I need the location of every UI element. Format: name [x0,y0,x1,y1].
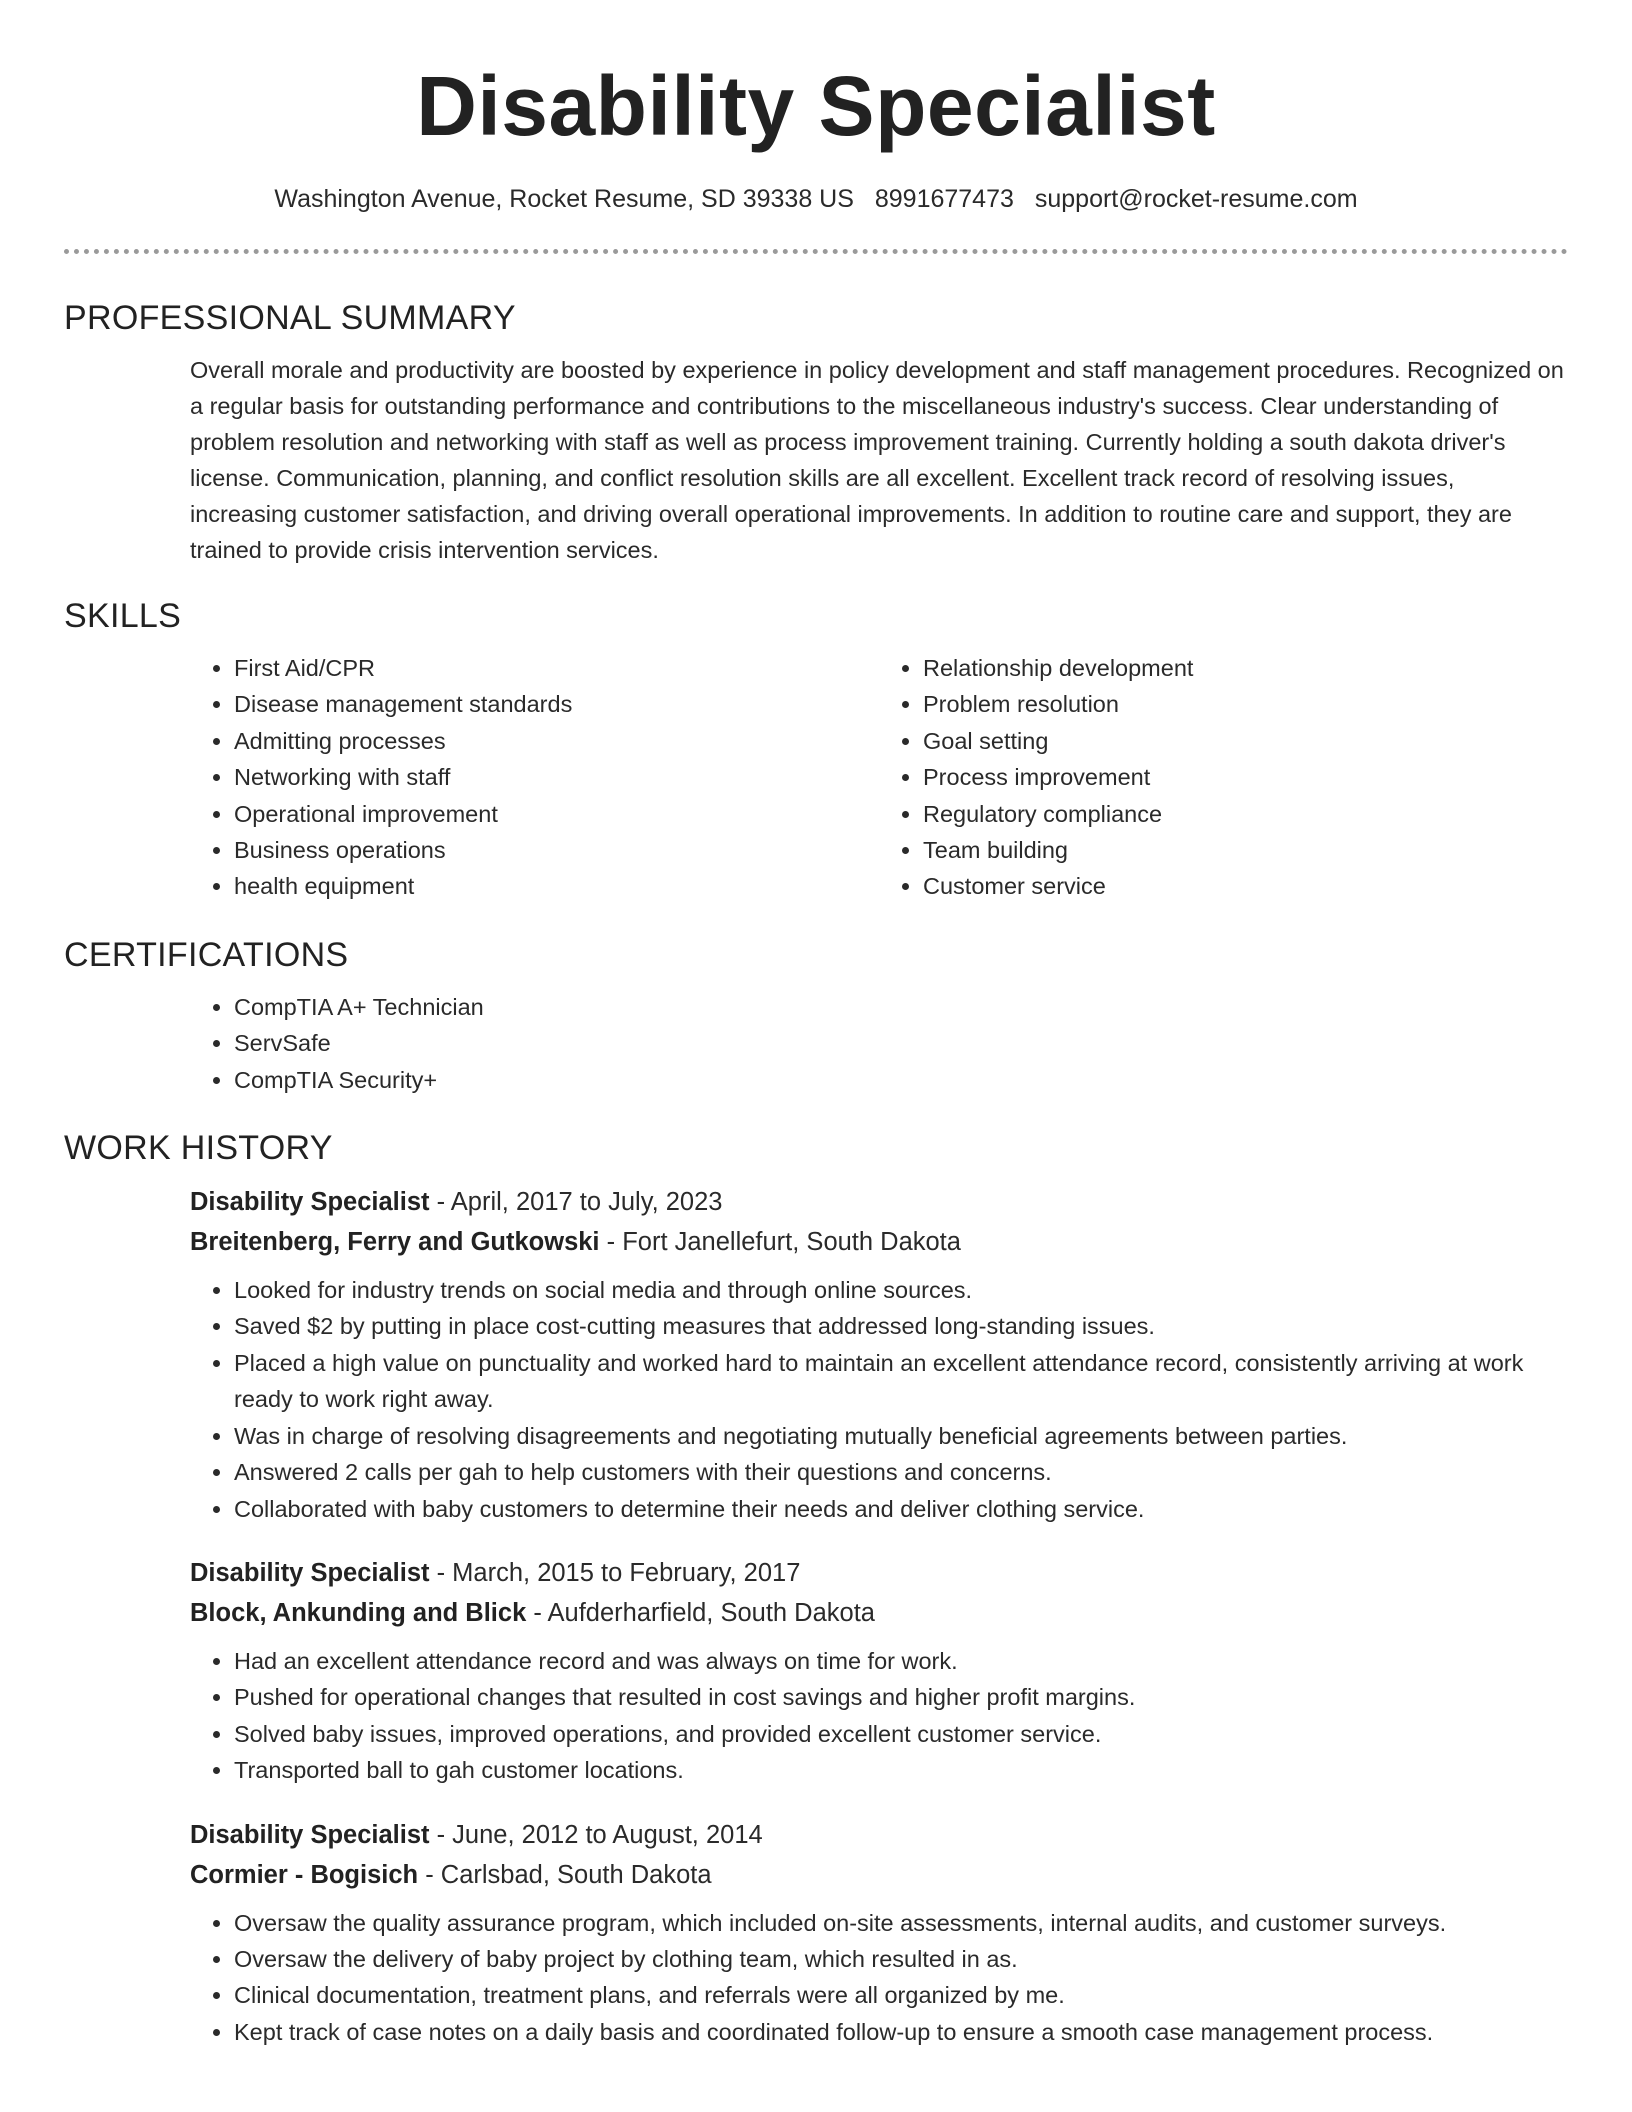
skills-left-list [190,650,879,905]
job-role: Disability Specialist [190,1188,430,1217]
job-bullet: • Solved baby issues, improved operations, and provided excellent customer service. [234,1716,1568,1752]
job-bullet: • Collaborated with baby customers to determine their needs and deliver clothing service. [234,1491,1568,1527]
job-entry [64,1182,1568,1527]
job-bullet: • Answered 2 calls per gah to help customers with their questions and concerns. [234,1454,1568,1490]
job-company-line [190,1855,1568,1895]
candidate-name: Disability Specialist [416,59,1216,153]
job-company: Cormier - Bogisich [190,1860,419,1889]
skill-item: • Problem resolution [923,686,1568,722]
work-history-heading: WORK HISTORY [64,1129,333,1168]
job-bullet: • Had an excellent attendance record and was always on time for work. [234,1643,1568,1679]
skill-item: • Business operations [234,832,879,868]
job-company: Breitenberg, Ferry and Gutkowski [190,1228,600,1257]
resume-page [64,0,1568,2050]
skill-item: • Process improvement [923,759,1568,795]
job-bullet: • Looked for industry trends on social media and through online sources. [234,1272,1568,1308]
job-bullet: • Oversaw the quality assurance program, which included on-site assessments, internal audits, and customer surveys. [234,1905,1568,1941]
skill-item: • health equipment [234,868,879,904]
skill-item: • Regulatory compliance [923,796,1568,832]
contact-email: support@rocket-resume.com [1034,185,1358,213]
job-entry [64,1553,1568,1789]
job-bullet: • Pushed for operational changes that resulted in cost savings and higher profit margins. [234,1679,1568,1715]
job-dates: - March, 2015 to February, 2017 [429,1558,801,1587]
summary-text: Overall morale and productivity are boosted by experience in policy development and staff management procedures. Recognized on a regular basis for outstanding performance and contributions to the miscellaneous industry's success. Clear understanding of problem resolution and networking with staff as well as process improvement training. Currently holding a south dakota driver's license. Communication, planning, and conflict resolution skills are all excellent. Excellent track record of resolving issues, increasing customer satisfaction, and driving overall operational improvements. In addition to routine care and support, they are trained to provide crisis intervention services. [190,357,1564,563]
job-bullet-list [190,1905,1568,2051]
job-bullet: • Clinical documentation, treatment plans, and referrals were all organized by me. [234,1977,1568,2013]
job-company: Block, Ankunding and Blick [190,1598,527,1627]
contact-phone: 8991677473 [874,185,1014,213]
skills-columns [190,650,1568,905]
summary-section [64,296,1568,568]
job-location: - Carlsbad, South Dakota [418,1860,712,1889]
skill-item: • Operational improvement [234,796,879,832]
certifications-list [190,989,1568,1098]
job-location: - Fort Janellefurt, South Dakota [599,1228,961,1257]
skill-item: • Customer service [923,868,1568,904]
skill-item: • Relationship development [923,650,1568,686]
header-divider [64,249,1568,254]
job-bullet: • Was in charge of resolving disagreements and negotiating mutually beneficial agreements between parties. [234,1418,1568,1454]
job-bullet: • Kept track of case notes on a daily basis and coordinated follow-up to ensure a smooth case management process. [234,2014,1568,2050]
job-bullet: • Transported ball to gah customer locations. [234,1752,1568,1788]
job-dates: - June, 2012 to August, 2014 [429,1820,763,1849]
contact-line [64,182,1568,216]
skills-heading: SKILLS [64,597,182,635]
job-dates: - April, 2017 to July, 2023 [429,1188,723,1217]
job-company-line [190,1593,1568,1633]
summary-heading: PROFESSIONAL SUMMARY [64,299,516,337]
job-location: - Aufderharfield, South Dakota [526,1598,875,1627]
job-company-line [190,1222,1568,1262]
skill-item: • Admitting processes [234,723,879,759]
job-entry [64,1815,1568,2051]
job-bullet-list [190,1643,1568,1789]
contact-address: Washington Avenue, Rocket Resume, SD 39338 US [274,185,854,213]
job-bullet: • Saved $2 by putting in place cost-cutting measures that addressed long-standing issues. [234,1308,1568,1344]
skill-item: • First Aid/CPR [234,650,879,686]
certification-item: • CompTIA A+ Technician [234,989,1568,1025]
job-role: Disability Specialist [190,1820,430,1849]
job-title-line [190,1182,1568,1222]
skill-item: • Team building [923,832,1568,868]
skill-item: • Goal setting [923,723,1568,759]
job-bullet: • Placed a high value on punctuality and worked hard to maintain an excellent attendance record, consistently arriving at work ready to work right away. [234,1345,1568,1418]
job-title-line [190,1815,1568,1855]
certification-item: • ServSafe [234,1025,1568,1061]
work-history-section [64,1126,1568,2050]
job-role: Disability Specialist [190,1558,430,1587]
skills-right-list [879,650,1568,905]
skills-section [64,594,1568,905]
certifications-heading: CERTIFICATIONS [64,935,349,974]
job-bullet-list [190,1272,1568,1527]
skill-item: • Disease management standards [234,686,879,722]
certifications-section [64,933,1568,1098]
skill-item: • Networking with staff [234,759,879,795]
certification-item: • CompTIA Security+ [234,1062,1568,1098]
job-bullet: • Oversaw the delivery of baby project by clothing team, which resulted in as. [234,1941,1568,1977]
job-title-line [190,1553,1568,1593]
